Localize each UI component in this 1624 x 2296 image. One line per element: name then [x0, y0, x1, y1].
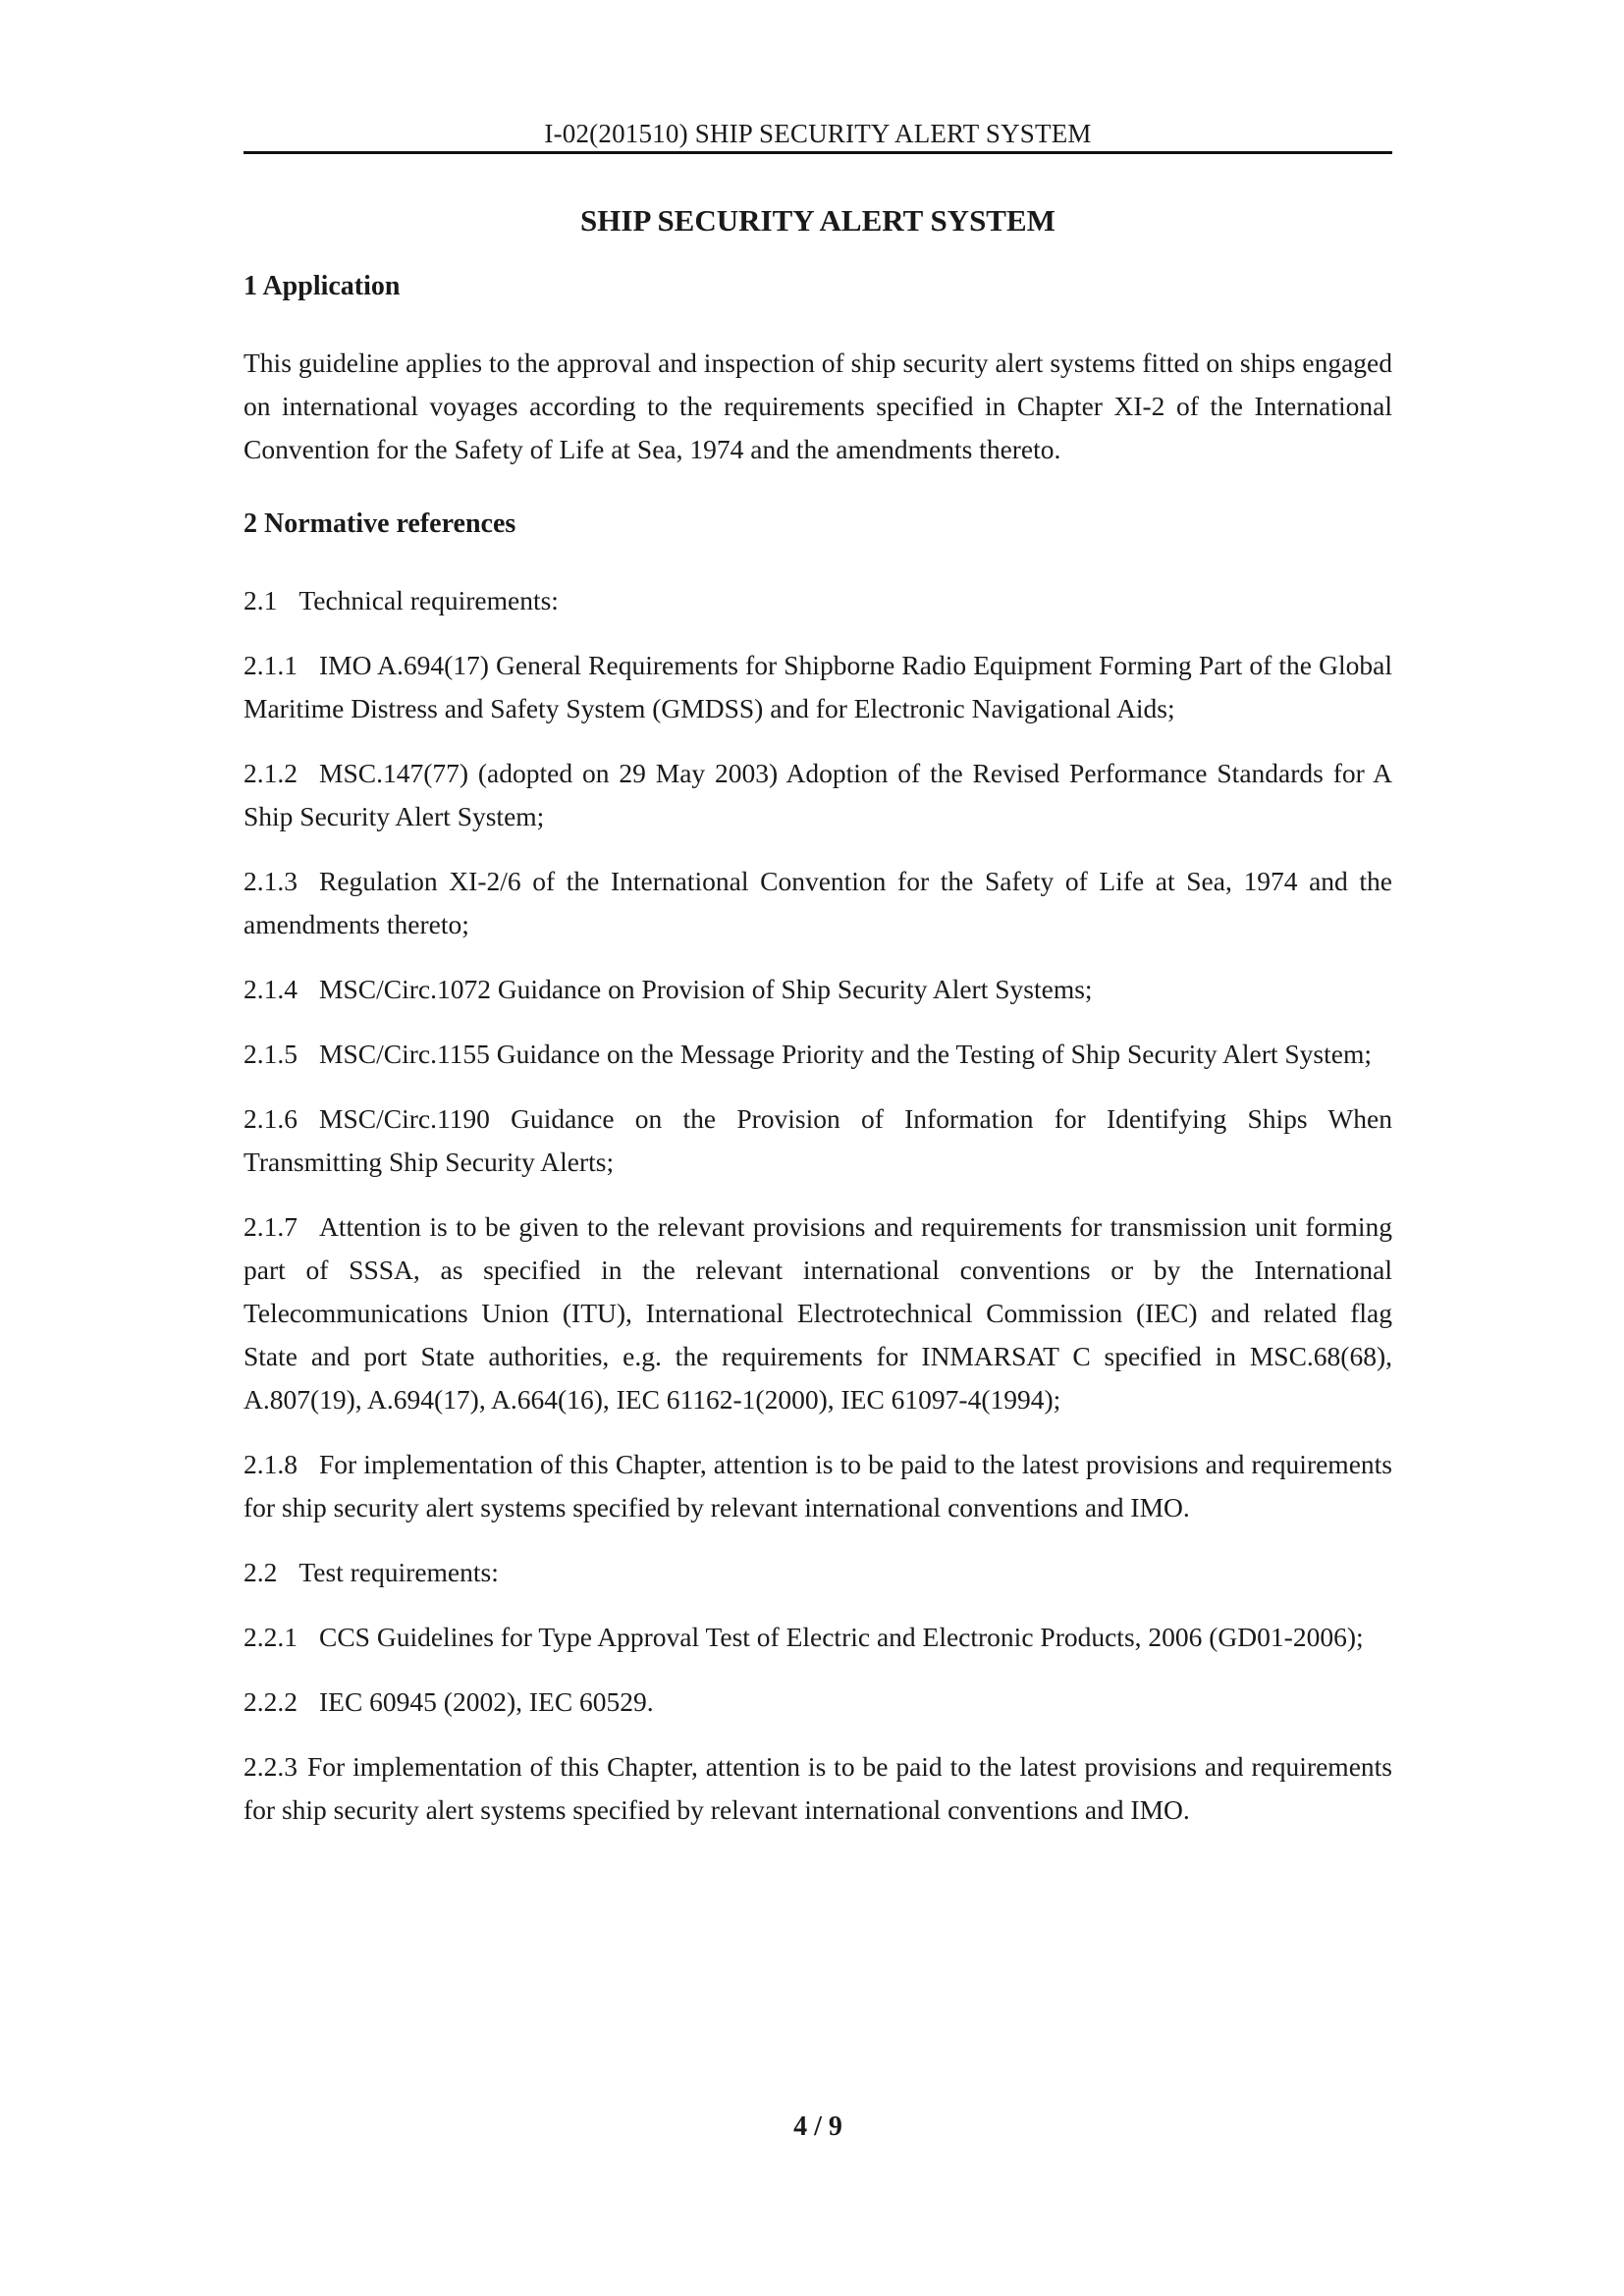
- clause-text: For implementation of this Chapter, attention is to be paid to the latest provisions and requirements for ship security alert systems specified by relevant international conventions and IMO.: [244, 1751, 1392, 1825]
- clause-number: 2.1: [244, 585, 278, 615]
- clause-text: Technical requirements:: [298, 585, 559, 615]
- clause-number: 2.1.4: [244, 974, 298, 1004]
- clause-number: 2.1.3: [244, 866, 298, 896]
- clause-2-1-5: [244, 1033, 1392, 1076]
- clause-number: 2.1.8: [244, 1449, 298, 1479]
- clause-number: 2.1.1: [244, 650, 298, 680]
- clause-number: 2.2.2: [244, 1686, 298, 1717]
- running-header: I-02(201510) SHIP SECURITY ALERT SYSTEM: [544, 119, 1092, 148]
- section-heading-normative-references: 2 Normative references: [244, 508, 516, 539]
- clause-text: For implementation of this Chapter, attention is to be paid to the latest provisions and requirements for ship security alert systems specified by relevant international conventions and IMO.: [244, 1449, 1392, 1522]
- page-number: 4 / 9: [793, 2111, 842, 2142]
- clause-number: 2.2.1: [244, 1622, 298, 1652]
- clause-number: 2.2: [244, 1557, 278, 1587]
- clause-number: 2.1.2: [244, 758, 298, 788]
- clause-2-2-2: [244, 1681, 1392, 1724]
- document-title: SHIP SECURITY ALERT SYSTEM: [580, 203, 1056, 238]
- clause-text: IMO A.694(17) General Requirements for Shipborne Radio Equipment Forming Part of the Global Maritime Distress and Safety System (GMDSS) and for Electronic Navigational Aids;: [244, 650, 1392, 723]
- clause-number: 2.1.6: [244, 1103, 298, 1134]
- clause-number: 2.1.7: [244, 1211, 298, 1242]
- clause-text: IEC 60945 (2002), IEC 60529.: [319, 1686, 654, 1717]
- clause-text: Test requirements:: [298, 1557, 499, 1587]
- clause-2-1-7: [244, 1205, 1392, 1421]
- clause-number: 2.2.3: [244, 1751, 298, 1782]
- clause-2-1: [244, 579, 1392, 622]
- clause-2-1-3: [244, 860, 1392, 946]
- clause-2-1-1: [244, 644, 1392, 730]
- clause-text: MSC/Circ.1190 Guidance on the Provision of Information for Identifying Ships When Transmitting Ship Security Alerts;: [244, 1103, 1392, 1177]
- application-paragraph: This guideline applies to the approval and inspection of ship security alert systems fitted on ships engaged on international voyages according to the requirements specified in Chapter XI-2 of the International Convention for the Safety of Life at Sea, 1974 and the amendments thereto.: [244, 347, 1392, 464]
- clause-2-2: [244, 1551, 1392, 1594]
- document-body: [244, 265, 1392, 1853]
- clause-text: Attention is to be given to the relevant provisions and requirements for transmission unit forming part of SSSA, as specified in the relevant international conventions or by the International Telecommunications Union (ITU), International Electrotechnical Commission (IEC) and related flag State and port State authorities, e.g. the requirements for INMARSAT C specified in MSC.68(68), A.807(19), A.694(17), A.664(16), IEC 61162-1(2000), IEC 61097-4(1994);: [244, 1211, 1392, 1415]
- clause-text: MSC.147(77) (adopted on 29 May 2003) Adoption of the Revised Performance Standards for A Ship Security Alert System;: [244, 758, 1392, 831]
- clause-text: Regulation XI-2/6 of the International Convention for the Safety of Life at Sea, 1974 and the amendments thereto;: [244, 866, 1392, 939]
- clause-2-1-6: [244, 1097, 1392, 1184]
- section-heading-application: 1 Application: [244, 271, 401, 301]
- header-rule: [244, 151, 1392, 154]
- clause-text: MSC/Circ.1155 Guidance on the Message Priority and the Testing of Ship Security Alert System;: [319, 1039, 1372, 1069]
- clause-2-2-3: [244, 1745, 1392, 1832]
- clause-number: 2.1.5: [244, 1039, 298, 1069]
- clause-2-1-4: [244, 968, 1392, 1011]
- clause-2-2-1: [244, 1616, 1392, 1659]
- clause-2-1-8: [244, 1443, 1392, 1529]
- clause-2-1-2: [244, 752, 1392, 838]
- clause-text: CCS Guidelines for Type Approval Test of Electric and Electronic Products, 2006 (GD01-2006);: [319, 1622, 1364, 1652]
- clause-text: MSC/Circ.1072 Guidance on Provision of Ship Security Alert Systems;: [319, 974, 1093, 1004]
